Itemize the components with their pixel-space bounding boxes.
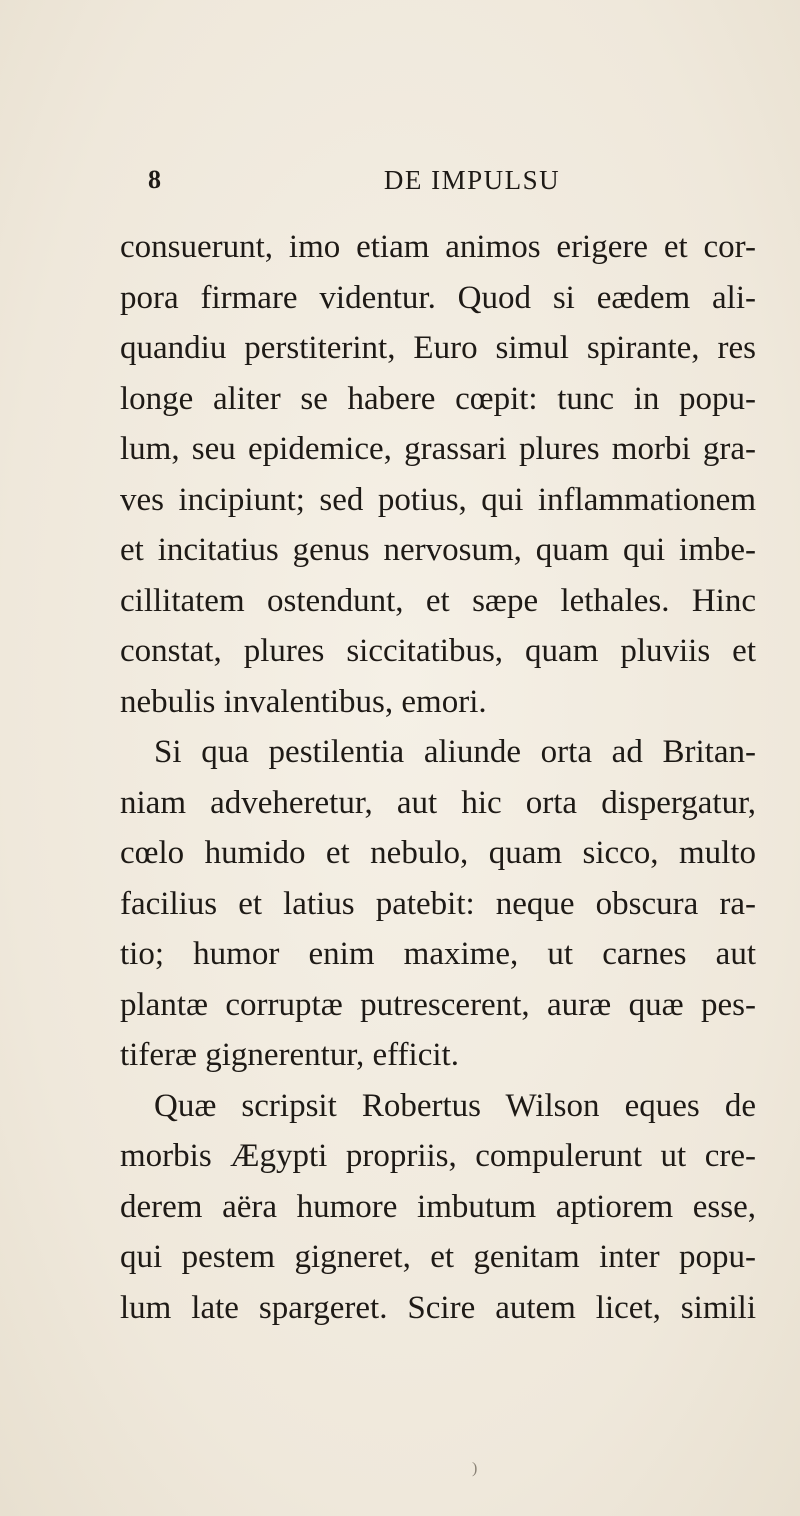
page-number: 8 — [148, 165, 161, 194]
text-line: derem aëra humore imbutum aptiorem esse, — [120, 1188, 756, 1225]
text-line: qui pestem gigneret, et genitam inter popu- — [120, 1239, 756, 1275]
text-line: morbis Ægypti propriis, compulerunt ut cre- — [120, 1138, 756, 1174]
text-line: tio; humor enim maxime, ut carnes aut — [120, 936, 756, 972]
text-line: niam adveheretur, aut hic orta dispergatur, — [120, 784, 756, 821]
text-line: facilius et latius patebit: neque obscura ra- — [120, 885, 756, 922]
text-line: constat, plures siccitatibus, quam pluviis et — [120, 633, 756, 669]
text-line: ves incipiunt; sed potius, qui inflammationem — [120, 481, 756, 518]
page-header — [148, 160, 756, 200]
text-line: plantæ corruptæ putrescerent, auræ quæ pes- — [120, 986, 756, 1023]
body-text — [120, 222, 756, 1333]
text-line: Si qua pestilentia aliunde orta ad Britan- — [154, 734, 756, 770]
text-line: pora firmare videntur. Quod si eædem ali- — [120, 279, 756, 316]
text-line: longe aliter se habere cœpit: tunc in popu- — [120, 380, 756, 417]
running-head: DE IMPULSU — [383, 165, 561, 195]
text-line: cillitatem ostendunt, et sæpe lethales. Hinc — [120, 582, 756, 619]
text-line: cœlo humido et nebulo, quam sicco, multo — [120, 835, 756, 871]
text-line: nebulis invalentibus, emori. — [120, 683, 487, 720]
text-line: consuerunt, imo etiam animos erigere et cor- — [120, 229, 756, 265]
text-line: lum, seu epidemice, grassari plures morbi gra- — [120, 431, 756, 467]
text-line: lum late spargeret. Scire autem licet, simili — [120, 1289, 756, 1326]
text-line: quandiu perstiterint, Euro simul spirante, res — [120, 330, 756, 366]
text-line: tiferæ gignerentur, efficit. — [120, 1037, 459, 1073]
stray-mark: ) — [472, 1460, 478, 1477]
text-line: Quæ scripsit Robertus Wilson eques de — [154, 1087, 756, 1124]
text-line: et incitatius genus nervosum, quam qui imbe- — [120, 532, 756, 568]
